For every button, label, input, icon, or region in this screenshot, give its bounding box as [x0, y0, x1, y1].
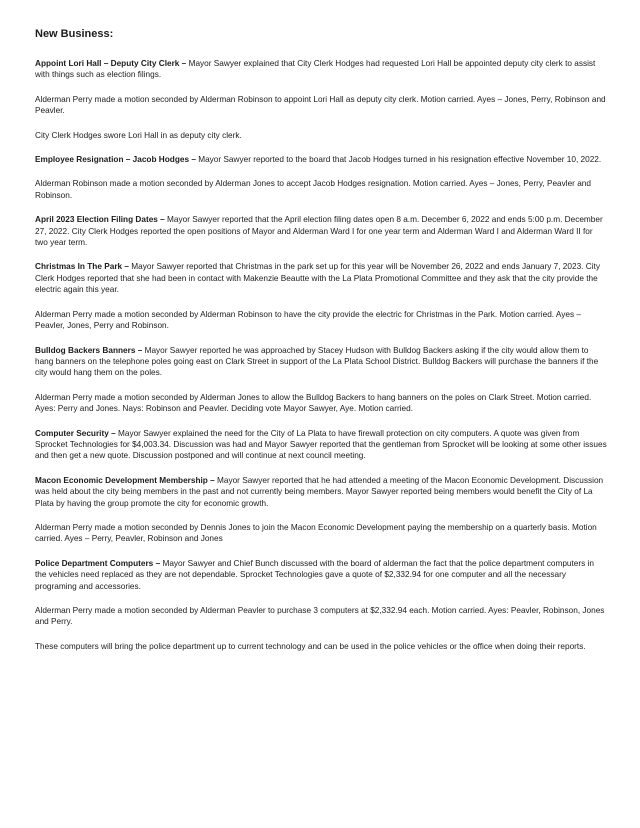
paragraph-text: Alderman Perry made a motion seconded by Alderman Robinson to have the city provide the electric for Christmas in the Park. Motion carried. Ayes – Peavler, Jones, Perry and Robinson.	[35, 309, 581, 331]
paragraph-text: Mayor Sawyer explained the need for the City of La Plata to have firewall protection on city computers. A quote was given from Sprocket Technologies for $4,003.34. Discussion was had and Mayor Sawyer reported that the gentleman from Sprocket will be looking at some other issues and then get a new quote. Discussion postponed and will continue at next council meeting.	[35, 428, 607, 461]
paragraph-police-department-computers	[35, 558, 607, 592]
paragraph-motion-christmas-electric	[35, 309, 607, 332]
paragraph-heading: Macon Economic Development Membership –	[35, 475, 217, 485]
paragraph-election-filing-dates	[35, 214, 607, 248]
paragraph-text: Mayor Sawyer reported that the April election filing dates open 8 a.m. December 6, 2022 and ends 5:00 p.m. December 27, 2022. City Clerk Hodges reported the open positions of Mayor and Alderman Ward I for one year term and Alderman Ward I and Alderman Ward II for two year term.	[35, 215, 603, 248]
paragraph-heading: Police Department Computers –	[35, 558, 163, 568]
paragraph-text: Mayor Sawyer and Chief Bunch discussed with the board of alderman the fact that the police department computers in the vehicles need replaced as they are not dependable. Sprocket Technologies gave a quote of $2,332.94 for one computer and all the necessary programing and accessories.	[35, 558, 594, 591]
paragraph-heading: April 2023 Election Filing Dates –	[35, 215, 168, 225]
paragraph-computers-benefit	[35, 641, 607, 652]
paragraph-text: Mayor Sawyer reported he was approached by Stacey Hudson with Bulldog Backers asking if the city would allow them to hang banners on the telephone poles going east on Clark Street in support of the La Plata School District. Bulldog Backers will purchase the banners if the city would hang them on the poles.	[35, 345, 599, 378]
paragraph-text: Alderman Perry made a motion seconded by Alderman Peavler to purchase 3 computers at $2,332.94 each. Motion carried. Ayes: Peavler, Robinson, Jones and Perry.	[35, 606, 605, 627]
paragraph-text: Mayor Sawyer explained that City Clerk Hodges had requested Lori Hall be appointed deputy city clerk to assist with things such as election filings.	[35, 59, 596, 80]
paragraph-employee-resignation	[35, 154, 607, 165]
paragraph-heading: Christmas In The Park –	[35, 262, 132, 272]
paragraph-sworn-in	[35, 130, 607, 141]
paragraph-christmas-in-the-park	[35, 261, 607, 295]
paragraph-heading: Bulldog Backers Banners –	[35, 345, 145, 355]
document-page	[35, 28, 607, 665]
paragraph-heading: Employee Resignation – Jacob Hodges –	[35, 155, 199, 165]
paragraph-macon-economic-development	[35, 475, 607, 509]
paragraph-text: Alderman Perry made a motion seconded by Dennis Jones to join the Macon Economic Development paying the membership on a quarterly basis. Motion carried. Ayes – Perry, Peavler, Robinson and Jones	[35, 522, 597, 544]
paragraph-text: Mayor Sawyer reported to the board that Jacob Hodges turned in his resignation effective November 10, 2022.	[198, 155, 602, 165]
paragraph-motion-deputy-clerk	[35, 94, 607, 117]
paragraph-text: Mayor Sawyer reported that he had attended a meeting of the Macon Economic Development. Discussion was held about the city being members in the past and not currently being members. Mayor Sawyer reported being members would benefit the City of La Plata by having the group promote the city for economic growth.	[35, 475, 604, 508]
paragraph-computer-security	[35, 428, 607, 462]
paragraph-text: These computers will bring the police department up to current technology and can be used in the police vehicles or the office when doing their reports.	[35, 641, 586, 651]
paragraph-motion-police-computers	[35, 605, 607, 628]
paragraph-heading: Computer Security –	[35, 428, 118, 438]
paragraph-appoint-lori-hall	[35, 58, 607, 81]
paragraph-text: Mayor Sawyer reported that Christmas in the park set up for this year will be November 26, 2022 and ends January 7, 2023. City Clerk Hodges reported that she had been in contact with Makenzie Beautte with the La Plata Promotional Committee and they ask that the city provide the electric again this year.	[35, 262, 600, 295]
paragraph-text: Alderman Perry made a motion seconded by Alderman Robinson to appoint Lori Hall as deputy city clerk. Motion carried. Ayes – Jones, Perry, Robinson and Peavler.	[35, 94, 606, 116]
paragraph-motion-banners	[35, 392, 607, 415]
section-title: New Business:	[35, 28, 114, 40]
paragraph-text: City Clerk Hodges swore Lori Hall in as deputy city clerk.	[35, 130, 242, 140]
paragraph-motion-membership	[35, 522, 607, 545]
paragraph-text: Alderman Perry made a motion seconded by Alderman Jones to allow the Bulldog Backers to hang banners on the poles on Clark Street. Motion carried. Ayes: Perry and Jones. Nays: Robinson and Peavler. Deciding vote Mayor Sawyer, Aye. Motion carried.	[35, 392, 592, 414]
paragraph-motion-resignation	[35, 178, 607, 201]
paragraph-heading: Appoint Lori Hall – Deputy City Clerk –	[35, 59, 189, 68]
paragraph-text: Alderman Robinson made a motion seconded by Alderman Jones to accept Jacob Hodges resignation. Motion carried. Ayes – Jones, Perry, Peavler and Robinson.	[35, 179, 591, 200]
paragraph-bulldog-backers-banners	[35, 345, 607, 379]
